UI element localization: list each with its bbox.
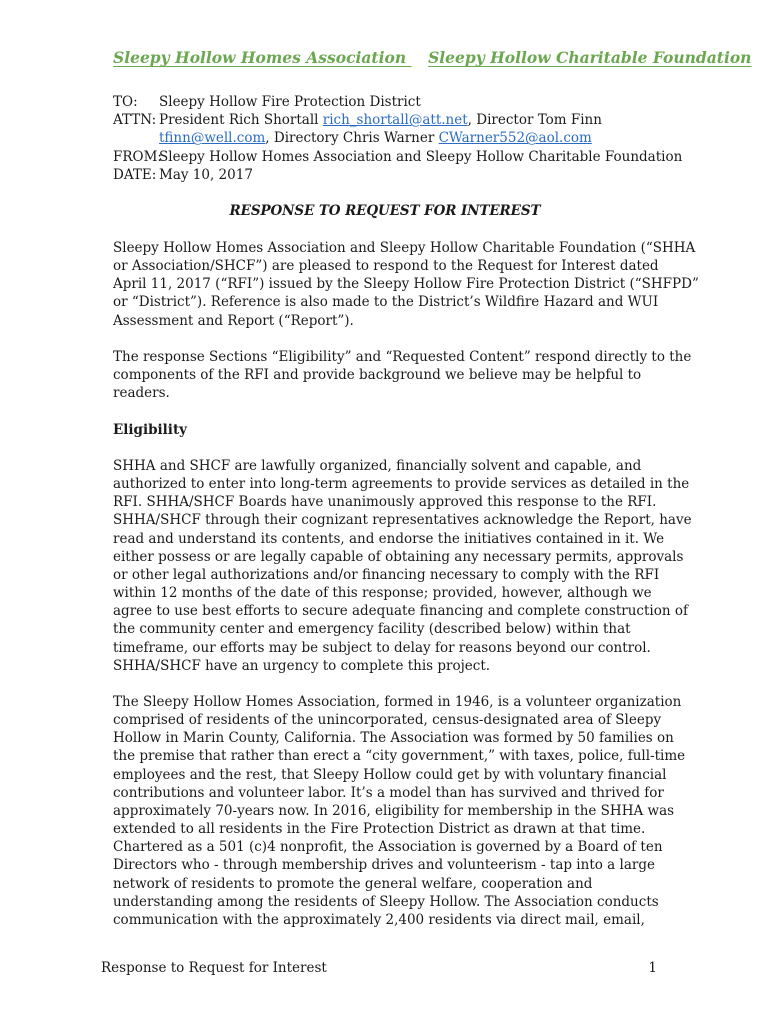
text-line: agree to use best efforts to secure adequate financing and complete construction of [113, 603, 688, 620]
memo-date-value: May 10, 2017 [159, 166, 253, 183]
text-line: April 11, 2017 (“RFI”) issued by the Sleepy Hollow Fire Protection District (“SHFPD” [113, 276, 699, 293]
document-title: RESPONSE TO REQUEST FOR INTEREST [229, 203, 541, 219]
memo-attn [113, 111, 682, 129]
text-line: Sleepy Hollow Homes Association and Sleepy Hollow Charitable Foundation (“SHHA [113, 240, 696, 256]
text-line: RFI. SHHA/SHCF Boards have unanimously approved this response to the RFI. [113, 494, 657, 511]
text-line: employees and the rest, that Sleepy Hollow could get by with voluntary financial [113, 766, 667, 783]
text-line: or other legal authorizations and/or financing necessary to comply with the RFI [113, 566, 660, 583]
email-link-rich-shortall[interactable]: rich_shortall@att.net [322, 112, 468, 129]
memo-from-label: FROM: [113, 148, 162, 165]
memo-block [113, 93, 682, 184]
footer-title: Response to Request for Interest [101, 960, 327, 976]
text-line: or “District”). Reference is also made to the District’s Wildfire Hazard and WUI [113, 294, 659, 311]
email-link-tom-finn[interactable]: tfinn@well.com [159, 130, 266, 147]
text-line: components of the RFI and provide background we believe may be helpful to [113, 367, 642, 384]
text-line: contributions and volunteer labor. It’s a model than has survived and thrived for [113, 784, 664, 801]
text-line: timeframe, our efforts may be subject to delay for reasons beyond our control. [113, 639, 651, 656]
page-number: 1 [648, 960, 657, 976]
text-line: The response Sections “Eligibility” and “Requested Content” respond directly to the [113, 349, 692, 365]
text-line: read and understand its contents, and endorse the initiatives contained in it. We [113, 530, 665, 547]
memo-attn-text-3: , Directory Chris Warner [265, 130, 439, 147]
memo-attn-continued [113, 129, 682, 147]
letterhead [113, 48, 752, 67]
memo-attn-text-2: , Director Tom Finn [467, 112, 602, 129]
text-line: SHHA and SHCF are lawfully organized, financially solvent and capable, and [113, 458, 642, 474]
memo-to-label: TO: [113, 94, 138, 110]
text-line: the community center and emergency facility (described below) within that [113, 621, 631, 638]
letterhead-association: Sleepy Hollow Homes Association [113, 48, 407, 67]
text-line: Assessment and Report (“Report”). [113, 312, 354, 329]
text-line: Directors who - through membership drives and volunteerism - tap into a large [113, 857, 655, 874]
memo-to [113, 93, 682, 111]
memo-from [113, 148, 682, 166]
paragraph-intro [113, 239, 699, 330]
text-line: comprised of residents of the unincorporated, census-designated area of Sleepy [113, 712, 662, 729]
text-line: SHHA/SHCF through their cognizant representatives acknowledge the Report, have [113, 512, 692, 529]
text-line: within 12 months of the date of this response; provided, however, although we [113, 585, 652, 602]
text-line: either possess or are legally capable of obtaining any necessary permits, approvals [113, 548, 684, 565]
text-line: Chartered as a 501 (c)4 nonprofit, the Association is governed by a Board of ten [113, 839, 663, 856]
text-line: or Association/SHCF”) are pleased to respond to the Request for Interest dated [113, 258, 659, 275]
paragraph-history [113, 693, 686, 929]
text-line: understanding among the residents of Sleepy Hollow. The Association conducts [113, 893, 659, 910]
text-line: approximately 70-years now. In 2016, eligibility for membership in the SHHA was [113, 802, 675, 819]
text-line: Hollow in Marin County, California. The Association was formed by 50 families on [113, 730, 674, 747]
paragraph-eligibility [113, 457, 692, 675]
text-line: communication with the approximately 2,400 residents via direct mail, email, [113, 911, 645, 928]
letterhead-separator [406, 48, 428, 67]
memo-to-value: Sleepy Hollow Fire Protection District [159, 94, 421, 110]
email-link-chris-warner[interactable]: CWarner552@aol.com [438, 130, 592, 147]
paragraph-sections [113, 348, 692, 402]
text-line: readers. [113, 385, 170, 402]
memo-date-label: DATE: [113, 166, 157, 183]
text-line: the premise that rather than erect a “city government,” with taxes, police, full-time [113, 748, 686, 765]
letterhead-foundation: Sleepy Hollow Charitable Foundation [428, 48, 752, 67]
eligibility-heading: Eligibility [113, 422, 188, 438]
text-line: The Sleepy Hollow Homes Association, formed in 1946, is a volunteer organization [113, 694, 682, 710]
page-footer [101, 960, 657, 976]
memo-attn-text-1: President Rich Shortall [159, 112, 323, 129]
memo-from-value: Sleepy Hollow Homes Association and Sleepy Hollow Charitable Foundation [159, 148, 683, 165]
text-line: authorized to enter into long-term agreements to provide services as detailed in the [113, 476, 690, 493]
text-line: SHHA/SHCF have an urgency to complete this project. [113, 657, 491, 674]
memo-attn-label: ATTN: [113, 112, 157, 129]
text-line: extended to all residents in the Fire Protection District as drawn at that time. [113, 821, 646, 838]
text-line: network of residents to promote the general welfare, cooperation and [113, 875, 593, 892]
memo-date [113, 166, 682, 184]
